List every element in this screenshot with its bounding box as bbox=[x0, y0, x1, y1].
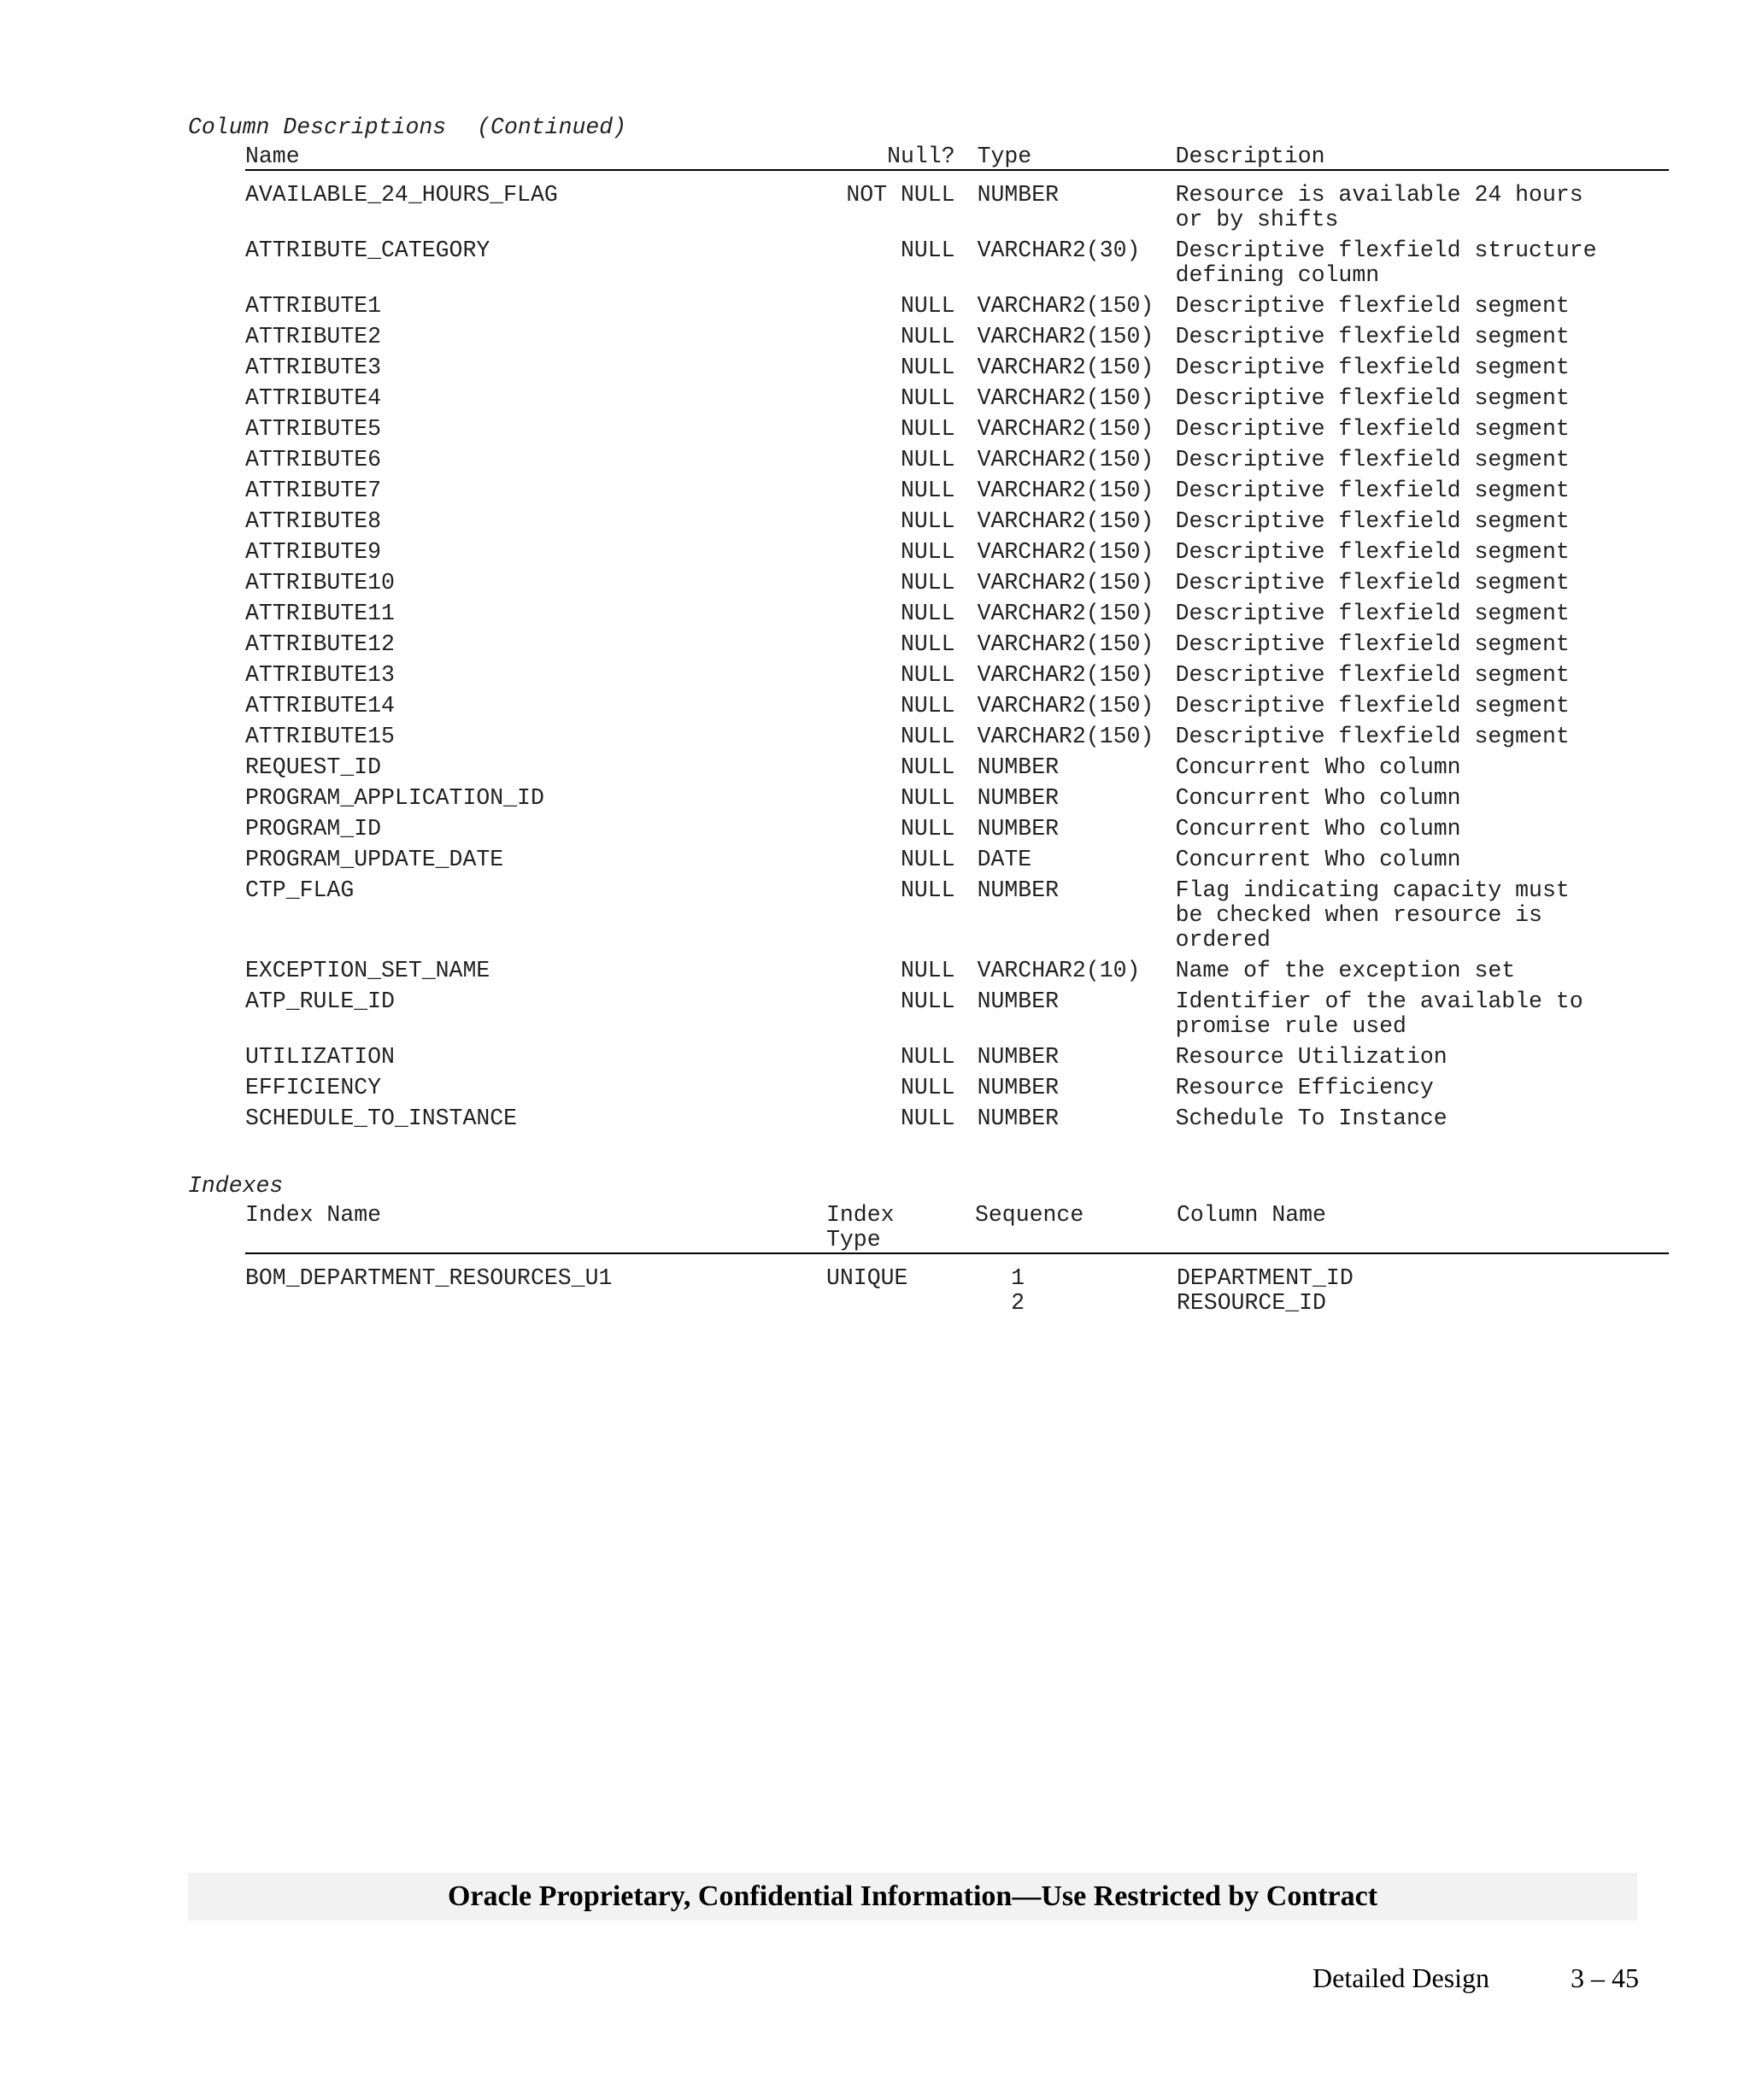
cell-null: NULL bbox=[900, 754, 955, 780]
cell-description: Resource Efficiency bbox=[1175, 1075, 1434, 1100]
table-row bbox=[245, 417, 1669, 448]
cell-description: Descriptive flexfield segment bbox=[1175, 416, 1570, 442]
cell-null: NULL bbox=[900, 508, 955, 534]
table-row bbox=[245, 724, 1669, 755]
section-heading-continued: (Continued) bbox=[477, 114, 627, 140]
cell-type: VARCHAR2(150) bbox=[977, 570, 1154, 595]
cell-description: Concurrent Who column bbox=[1175, 816, 1461, 842]
cell-description: Name of the exception set bbox=[1175, 958, 1516, 983]
cell-description: Descriptive flexfield structure defining column bbox=[1175, 238, 1597, 288]
header-null: Null? bbox=[828, 144, 977, 170]
table-row bbox=[245, 238, 1669, 294]
header-description: Description bbox=[1176, 144, 1669, 170]
cell-null: NULL bbox=[900, 1075, 955, 1100]
cell-type: VARCHAR2(150) bbox=[977, 324, 1154, 349]
cell-null: NULL bbox=[900, 447, 955, 472]
cell-type: VARCHAR2(150) bbox=[977, 355, 1154, 380]
table-row bbox=[245, 325, 1669, 355]
cell-type: NUMBER bbox=[977, 1075, 1060, 1100]
cell-index-type bbox=[826, 1253, 946, 1316]
table-header-row bbox=[245, 1203, 1669, 1253]
cell-name: ATTRIBUTE1 bbox=[245, 293, 382, 319]
table-row bbox=[245, 170, 1669, 238]
cell-null: NULL bbox=[900, 785, 955, 811]
cell-name: ATTRIBUTE14 bbox=[245, 693, 395, 719]
cell-null: NULL bbox=[900, 601, 955, 626]
cell-null: NULL bbox=[900, 988, 955, 1014]
table-row bbox=[245, 817, 1669, 848]
cell-description: Resource is available 24 hours or by shifts bbox=[1175, 182, 1583, 232]
table-row bbox=[245, 294, 1669, 325]
cell-description: Descriptive flexfield segment bbox=[1175, 570, 1570, 595]
cell-name: ATTRIBUTE2 bbox=[245, 324, 382, 349]
table-row bbox=[245, 878, 1669, 959]
table-row bbox=[245, 663, 1669, 694]
cell-null: NULL bbox=[900, 1044, 955, 1070]
cell-name: ATTRIBUTE12 bbox=[245, 631, 395, 657]
cell-name: PROGRAM_ID bbox=[245, 816, 382, 842]
cell-type: VARCHAR2(150) bbox=[977, 478, 1154, 503]
header-sequence bbox=[946, 1203, 1177, 1253]
header-index-type: Index Type bbox=[826, 1203, 946, 1253]
header-name: Name bbox=[245, 144, 828, 170]
cell-type: VARCHAR2(30) bbox=[977, 238, 1141, 263]
cell-name: ATTRIBUTE11 bbox=[245, 601, 395, 626]
cell-type: VARCHAR2(150) bbox=[977, 662, 1154, 688]
cell-type: VARCHAR2(150) bbox=[977, 539, 1154, 565]
cell-type: NUMBER bbox=[977, 1106, 1060, 1131]
cell-name: PROGRAM_UPDATE_DATE bbox=[245, 847, 504, 872]
table-row bbox=[245, 694, 1669, 724]
cell-null: NULL bbox=[900, 570, 955, 595]
cell-name: ATTRIBUTE_CATEGORY bbox=[245, 238, 490, 263]
cell-null: NULL bbox=[900, 693, 955, 719]
cell-null: NULL bbox=[900, 877, 955, 903]
cell-name: ATTRIBUTE13 bbox=[245, 662, 395, 688]
indexes-table bbox=[245, 1203, 1669, 1316]
cell-description: Descriptive flexfield segment bbox=[1175, 508, 1570, 534]
cell-description: Schedule To Instance bbox=[1175, 1106, 1448, 1131]
table-row bbox=[245, 509, 1669, 540]
table-row bbox=[245, 1045, 1669, 1076]
cell-description: Descriptive flexfield segment bbox=[1175, 662, 1570, 688]
cell-description: Descriptive flexfield segment bbox=[1175, 293, 1570, 319]
cell-type: VARCHAR2(150) bbox=[977, 631, 1154, 657]
table-header-row bbox=[245, 144, 1669, 170]
table-row bbox=[245, 478, 1669, 509]
cell-type: VARCHAR2(150) bbox=[977, 416, 1154, 442]
cell-type: NUMBER bbox=[977, 754, 1060, 780]
cell-name: SCHEDULE_TO_INSTANCE bbox=[245, 1106, 518, 1131]
cell-description: Identifier of the available to promise rule used bbox=[1175, 988, 1583, 1039]
table-row bbox=[245, 571, 1669, 601]
cell-null: NULL bbox=[900, 324, 955, 349]
column-descriptions-table bbox=[245, 144, 1669, 1137]
indexes-heading: Indexes bbox=[188, 1173, 284, 1199]
cell-description: Descriptive flexfield segment bbox=[1175, 631, 1570, 657]
cell-type: NUMBER bbox=[977, 877, 1060, 903]
table-row bbox=[245, 848, 1669, 878]
index-type-value: UNIQUE bbox=[826, 1265, 908, 1291]
cell-type: NUMBER bbox=[977, 182, 1060, 208]
cell-type: NUMBER bbox=[977, 1044, 1060, 1070]
cell-name: UTILIZATION bbox=[245, 1044, 395, 1070]
table-row bbox=[245, 355, 1669, 386]
header-column-name: Column Name bbox=[1177, 1203, 1669, 1253]
section-heading-title: Column Descriptions bbox=[188, 114, 447, 140]
cell-name: ATTRIBUTE15 bbox=[245, 724, 395, 749]
cell-type: VARCHAR2(150) bbox=[977, 693, 1154, 719]
cell-index-name: BOM_DEPARTMENT_RESOURCES_U1 bbox=[245, 1265, 613, 1291]
column-descriptions-body bbox=[245, 170, 1669, 1137]
table-row bbox=[245, 786, 1669, 817]
cell-null: NULL bbox=[900, 539, 955, 565]
cell-description: Descriptive flexfield segment bbox=[1175, 539, 1570, 565]
cell-description: Resource Utilization bbox=[1175, 1044, 1448, 1070]
cell-type: VARCHAR2(150) bbox=[977, 724, 1154, 749]
table-row bbox=[245, 448, 1669, 478]
cell-description: Descriptive flexfield segment bbox=[1175, 447, 1570, 472]
section-heading bbox=[188, 114, 626, 140]
cell-description: Descriptive flexfield segment bbox=[1175, 355, 1570, 380]
footer-section: Detailed Design bbox=[1312, 1962, 1490, 1993]
cell-type: VARCHAR2(150) bbox=[977, 385, 1154, 411]
cell-type: NUMBER bbox=[977, 988, 1060, 1014]
table-row bbox=[245, 1253, 1669, 1316]
cell-name: ATTRIBUTE3 bbox=[245, 355, 382, 380]
cell-null: NOT NULL bbox=[846, 182, 955, 208]
cell-description: Descriptive flexfield segment bbox=[1175, 724, 1570, 749]
cell-null: NULL bbox=[900, 238, 955, 263]
cell-name: ATTRIBUTE10 bbox=[245, 570, 395, 595]
cell-type: VARCHAR2(150) bbox=[977, 293, 1154, 319]
table-row bbox=[245, 601, 1669, 632]
cell-name: ATTRIBUTE8 bbox=[245, 508, 382, 534]
cell-description: Concurrent Who column bbox=[1175, 785, 1461, 811]
cell-name: AVAILABLE_24_HOURS_FLAG bbox=[245, 182, 558, 208]
cell-name: ATTRIBUTE4 bbox=[245, 385, 382, 411]
cell-name: ATP_RULE_ID bbox=[245, 988, 395, 1014]
cell-description: Descriptive flexfield segment bbox=[1175, 478, 1570, 503]
cell-null: NULL bbox=[900, 416, 955, 442]
cell-name: ATTRIBUTE7 bbox=[245, 478, 382, 503]
cell-name: EXCEPTION_SET_NAME bbox=[245, 958, 490, 983]
cell-name: PROGRAM_APPLICATION_ID bbox=[245, 785, 544, 811]
cell-type: NUMBER bbox=[977, 816, 1060, 842]
table-row bbox=[245, 959, 1669, 989]
cell-name: ATTRIBUTE9 bbox=[245, 539, 382, 565]
table-row bbox=[245, 989, 1669, 1045]
cell-description: Flag indicating capacity must be checked when resource is ordered bbox=[1175, 877, 1570, 953]
cell-null: NULL bbox=[900, 724, 955, 749]
cell-type: VARCHAR2(150) bbox=[977, 508, 1154, 534]
cell-null: NULL bbox=[900, 631, 955, 657]
cell-null: NULL bbox=[900, 355, 955, 380]
cell-description: Descriptive flexfield segment bbox=[1175, 601, 1570, 626]
table-row bbox=[245, 755, 1669, 786]
cell-description: Descriptive flexfield segment bbox=[1175, 324, 1570, 349]
table-row bbox=[245, 632, 1669, 663]
cell-null: NULL bbox=[900, 478, 955, 503]
cell-type: NUMBER bbox=[977, 785, 1060, 811]
cell-null: NULL bbox=[900, 816, 955, 842]
footer-page-number: 3 – 45 bbox=[1571, 1962, 1639, 1993]
cell-null: NULL bbox=[900, 385, 955, 411]
header-index-name: Index Name bbox=[245, 1203, 826, 1253]
cell-name: EFFICIENCY bbox=[245, 1075, 382, 1100]
header-sequence-label: Sequence bbox=[975, 1202, 1084, 1228]
table-row bbox=[245, 386, 1669, 417]
table-row bbox=[245, 540, 1669, 571]
cell-null: NULL bbox=[900, 662, 955, 688]
cell-column-name: DEPARTMENT_ID RESOURCE_ID bbox=[1177, 1265, 1354, 1316]
cell-name: ATTRIBUTE6 bbox=[245, 447, 382, 472]
cell-name: ATTRIBUTE5 bbox=[245, 416, 382, 442]
cell-description: Descriptive flexfield segment bbox=[1175, 385, 1570, 411]
cell-null: NULL bbox=[900, 847, 955, 872]
cell-type: VARCHAR2(10) bbox=[977, 958, 1141, 983]
indexes-body bbox=[245, 1253, 1669, 1316]
table-row bbox=[245, 1076, 1669, 1106]
cell-description: Descriptive flexfield segment bbox=[1175, 693, 1570, 719]
sequence-value: 1 2 bbox=[1011, 1265, 1025, 1316]
cell-name: CTP_FLAG bbox=[245, 877, 355, 903]
cell-type: VARCHAR2(150) bbox=[977, 601, 1154, 626]
cell-type: DATE bbox=[977, 847, 1032, 872]
cell-null: NULL bbox=[900, 1106, 955, 1131]
confidential-banner: Oracle Proprietary, Confidential Information––Use Restricted by Contract bbox=[188, 1873, 1637, 1921]
cell-sequence bbox=[946, 1253, 1177, 1316]
table-row bbox=[245, 1106, 1669, 1137]
cell-name: REQUEST_ID bbox=[245, 754, 382, 780]
cell-description: Concurrent Who column bbox=[1175, 754, 1461, 780]
cell-description: Concurrent Who column bbox=[1175, 847, 1461, 872]
cell-null: NULL bbox=[900, 958, 955, 983]
header-type: Type bbox=[978, 144, 1176, 170]
cell-null: NULL bbox=[900, 293, 955, 319]
cell-type: VARCHAR2(150) bbox=[977, 447, 1154, 472]
